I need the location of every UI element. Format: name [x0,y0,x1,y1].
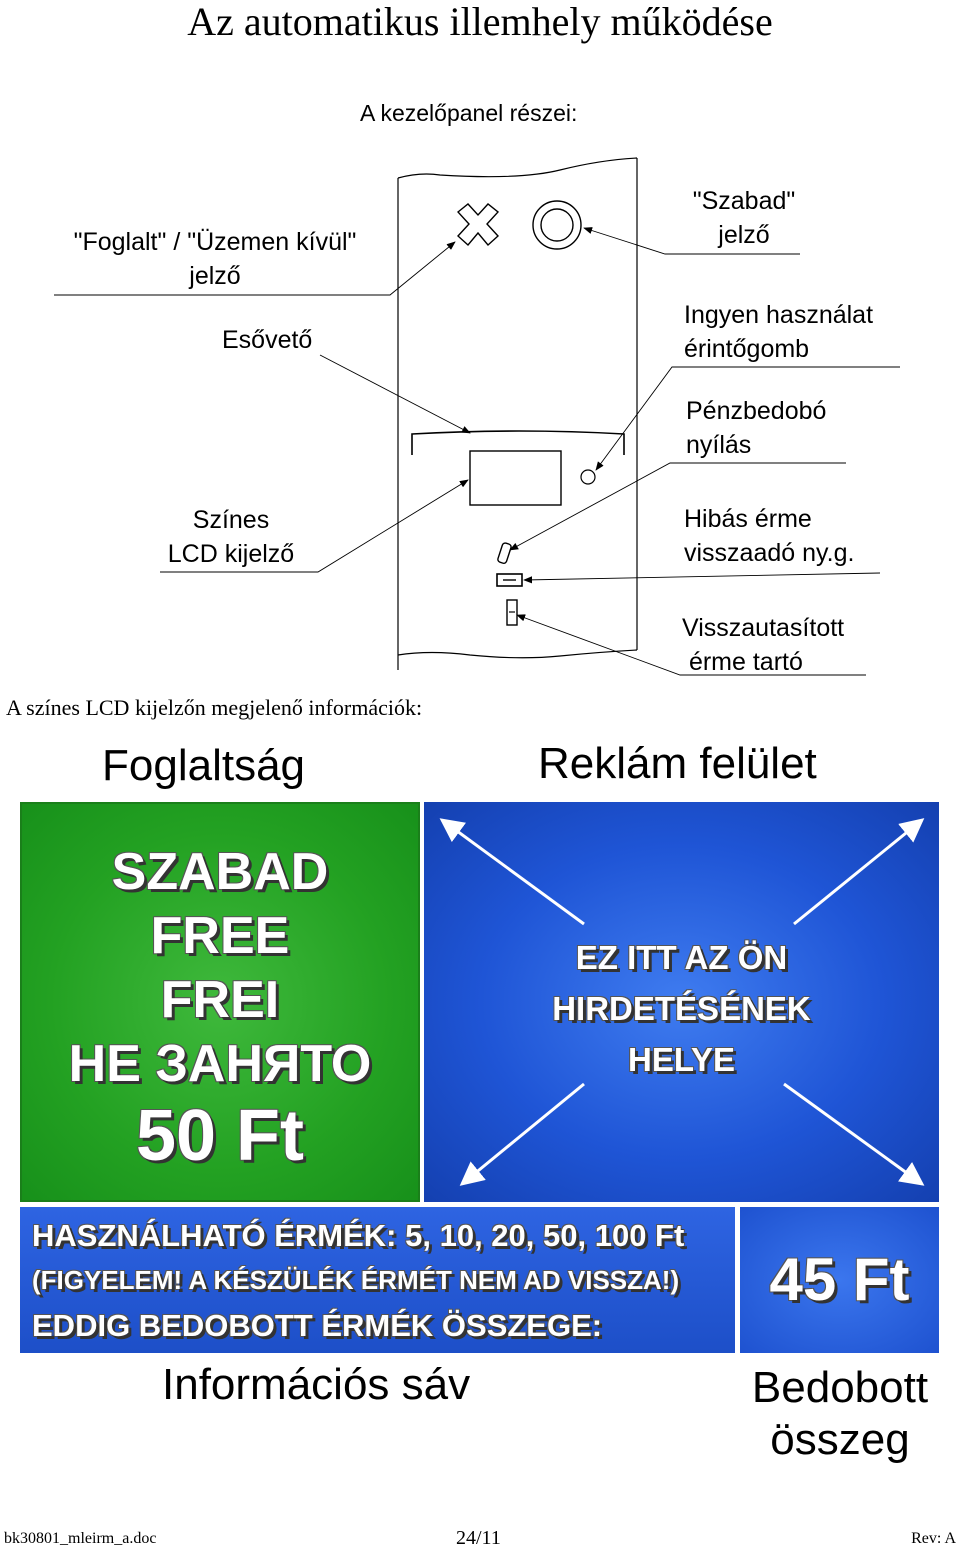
footer-page-number: 24/11 [456,1527,501,1549]
status-panel [20,802,420,1202]
panel-parts-heading: A kezelőpanel részei: [360,100,578,126]
ad-line: EZ ITT AZ ÖN [575,939,788,976]
info-bar [20,1207,735,1353]
panel-outline [398,158,637,178]
info-line: HASZNÁLHATÓ ÉRMÉK: 5, 10, 20, 50, 100 Ft [32,1218,685,1253]
free-use-button-outline [581,470,595,484]
info-line: EDDIG BEDOBOTT ÉRMÉK ÖSSZEGE: [32,1308,603,1343]
inserted-amount-label: Bedobott összeg [751,1363,929,1464]
busy-indicator-label: "Foglalt" / "Üzemen kívül" jelző [73,228,357,290]
amount-text: 45 Ft [769,1246,910,1313]
status-line: SZABAD [111,843,329,901]
status-line: НЕ ЗАНЯТО [68,1035,372,1093]
status-line: FREE [150,907,290,965]
rejected-coin-holder-label: Visszautasított érme tartó [682,614,845,676]
ad-area-label: Reklám felület [538,739,817,788]
busy-x-icon [458,204,498,245]
free-circle-icon [533,201,581,249]
footer-revision: Rev: A [911,1530,956,1547]
occupancy-label: Foglaltság [102,741,306,790]
footer-filename: bk30801_mleirm_a.doc [4,1530,157,1547]
info-bar-label: Információs sáv [162,1360,471,1409]
lcd-section-heading: A színes LCD kijelzőn megjelenő információk: [6,695,423,720]
status-line: FREI [160,971,280,1029]
info-line: (FIGYELEM! A KÉSZÜLÉK ÉRMÉT NEM AD VISSZA!) [32,1265,680,1295]
ad-panel [424,802,939,1202]
rain-guard-label: Esővető [222,326,313,354]
coin-slot-label: Pénzbedobó nyílás [686,397,827,459]
lcd-screen-outline [470,451,561,505]
color-lcd-label: Színes LCD kijelző [167,506,295,568]
ad-line: HIRDETÉSÉNEK [552,990,811,1027]
free-use-button-label: Ingyen használat érintőgomb [684,301,874,363]
coin-slot-outline [497,542,512,564]
page-title: Az automatikus illemhely működése [187,0,773,44]
faulty-coin-return-label: Hibás érme visszaadó ny.g. [684,505,855,567]
free-indicator-label: "Szabad" jelző [692,187,796,249]
amount-panel [740,1207,939,1353]
price-text: 50 Ft [135,1096,305,1176]
ad-line: HELYE [628,1041,735,1078]
